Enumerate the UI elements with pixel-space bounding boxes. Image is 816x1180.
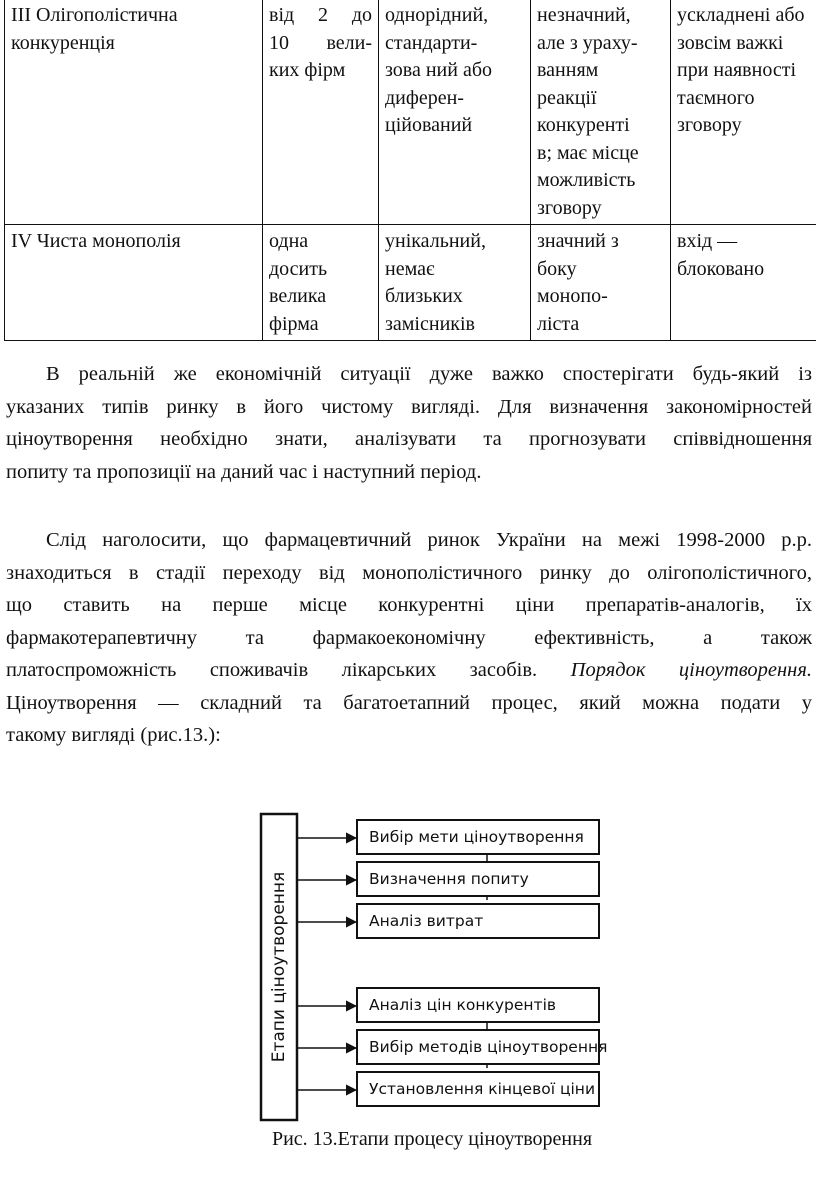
cell-line: значний з [537, 230, 619, 252]
cell-line: конкуренція [11, 31, 115, 54]
cell-line: зговору [537, 196, 602, 219]
cell-line: 10 вели- [269, 31, 372, 54]
cell-line: незначний, [537, 4, 631, 26]
paragraph-market-analysis [6, 358, 812, 488]
cell-line: унікальний, [385, 230, 486, 252]
table-cell-entry [671, 0, 816, 225]
cell-line: боку [537, 257, 577, 280]
paragraph-line [6, 654, 812, 687]
cell-line: таємного [677, 86, 755, 109]
cell-line: ких фірм [269, 59, 346, 81]
paragraph-line: указаних типів ринку в його чистому вигляді. Для визначення закономірностей [6, 395, 812, 418]
cell-line: ційований [385, 114, 473, 136]
stage-label: Установлення кінцевої ціни [369, 1080, 596, 1098]
cell-line: стандарти- [385, 31, 478, 54]
cell-line: але з ураху- [537, 31, 638, 54]
cell-line: зова ний або [385, 59, 493, 81]
cell-line: монопо- [537, 285, 608, 307]
diagram-vertical-label: Етапи ціноутворення [269, 871, 289, 1063]
table-cell-sellers [263, 225, 379, 341]
table-row [5, 225, 816, 341]
table-cell-type [5, 225, 263, 341]
paragraph-line: В реальній же економічній ситуації дуже важко спостерігати будь-який із [46, 363, 812, 385]
paragraph-line: ціноутворення необхідно знати, аналізувати та прогнозувати співвідношення [6, 428, 812, 450]
paragraph-line: фармакотерапевтичну та фармакоекономічну ефективність, а також [6, 626, 812, 649]
cell-line: можливість [537, 169, 636, 191]
cell-line: реакції [537, 86, 597, 109]
cell-line: замісників [385, 312, 475, 335]
stage-label: Вибір методів ціноутворення [369, 1038, 608, 1056]
cell-line: ускладнені або [677, 4, 805, 26]
cell-line: ванням [537, 59, 599, 81]
cell-line: від 2 до [269, 4, 372, 26]
paragraph-line: попиту та пропозиції на даний час і наступний період. [6, 460, 482, 483]
table-cell-type [5, 0, 263, 225]
paragraph-pharma-market [6, 524, 812, 752]
market-types-table [4, 0, 816, 341]
table-cell-price-control [531, 225, 671, 341]
stage-label: Вибір мети ціноутворення [369, 828, 584, 846]
cell-line: фірма [269, 312, 319, 335]
paragraph-line-text: платоспроможність споживачів лікарських засобів. [6, 659, 538, 681]
cell-line: блоковано [677, 257, 765, 280]
cell-line: при наявності [677, 59, 797, 81]
cell-line: велика [269, 285, 327, 307]
paragraph-line: такому вигляді (рис.13.): [6, 724, 221, 746]
table-cell-entry [671, 225, 816, 341]
cell-line: близьких [385, 285, 463, 307]
figure-caption: Рис. 13.Етапи процесу ціноутворення [271, 1128, 593, 1150]
cell-line: одна [269, 230, 309, 252]
paragraph-line: що ставить на перше місце конкурентні ціни препаратів-аналогів, їх [6, 594, 812, 616]
cell-line: зовсім важкі [677, 31, 784, 54]
stage-label: Аналіз цін конкурентів [369, 996, 557, 1014]
cell-line: III Олігополістична [11, 4, 178, 26]
cell-line: немає [385, 257, 435, 280]
table-cell-product [379, 0, 531, 225]
table-cell-product [379, 225, 531, 341]
diagram-canvas [258, 808, 608, 1126]
cell-line: в; має місце [537, 141, 639, 164]
pricing-stages-diagram [258, 808, 608, 1131]
cell-line: ліста [537, 312, 580, 335]
stage-label: Визначення попиту [369, 870, 529, 888]
cell-line: зговору [677, 114, 742, 136]
paragraph-line: Слід наголосити, що фармацевтичний ринок України на межі 1998-2000 р.р. [46, 529, 812, 551]
cell-line: конкуренті [537, 114, 630, 136]
table-cell-sellers [263, 0, 379, 225]
pricing-order-heading: Порядок ціноутворення. [570, 659, 812, 681]
table-row [5, 0, 816, 225]
cell-line: досить [269, 257, 328, 280]
paragraph-line: знаходиться в стадії переходу від монополістичного ринку до олігополістичного, [6, 561, 812, 584]
cell-line: однорідний, [385, 4, 489, 26]
cell-line: диферен- [385, 86, 464, 109]
table-cell-price-control [531, 0, 671, 225]
stage-label: Аналіз витрат [369, 912, 484, 930]
cell-line: вхід — [677, 230, 738, 252]
paragraph-line: Ціноутворення — складний та багатоетапний процес, який можна подати у [6, 691, 812, 714]
cell-line: IV Чиста монополія [11, 230, 181, 252]
